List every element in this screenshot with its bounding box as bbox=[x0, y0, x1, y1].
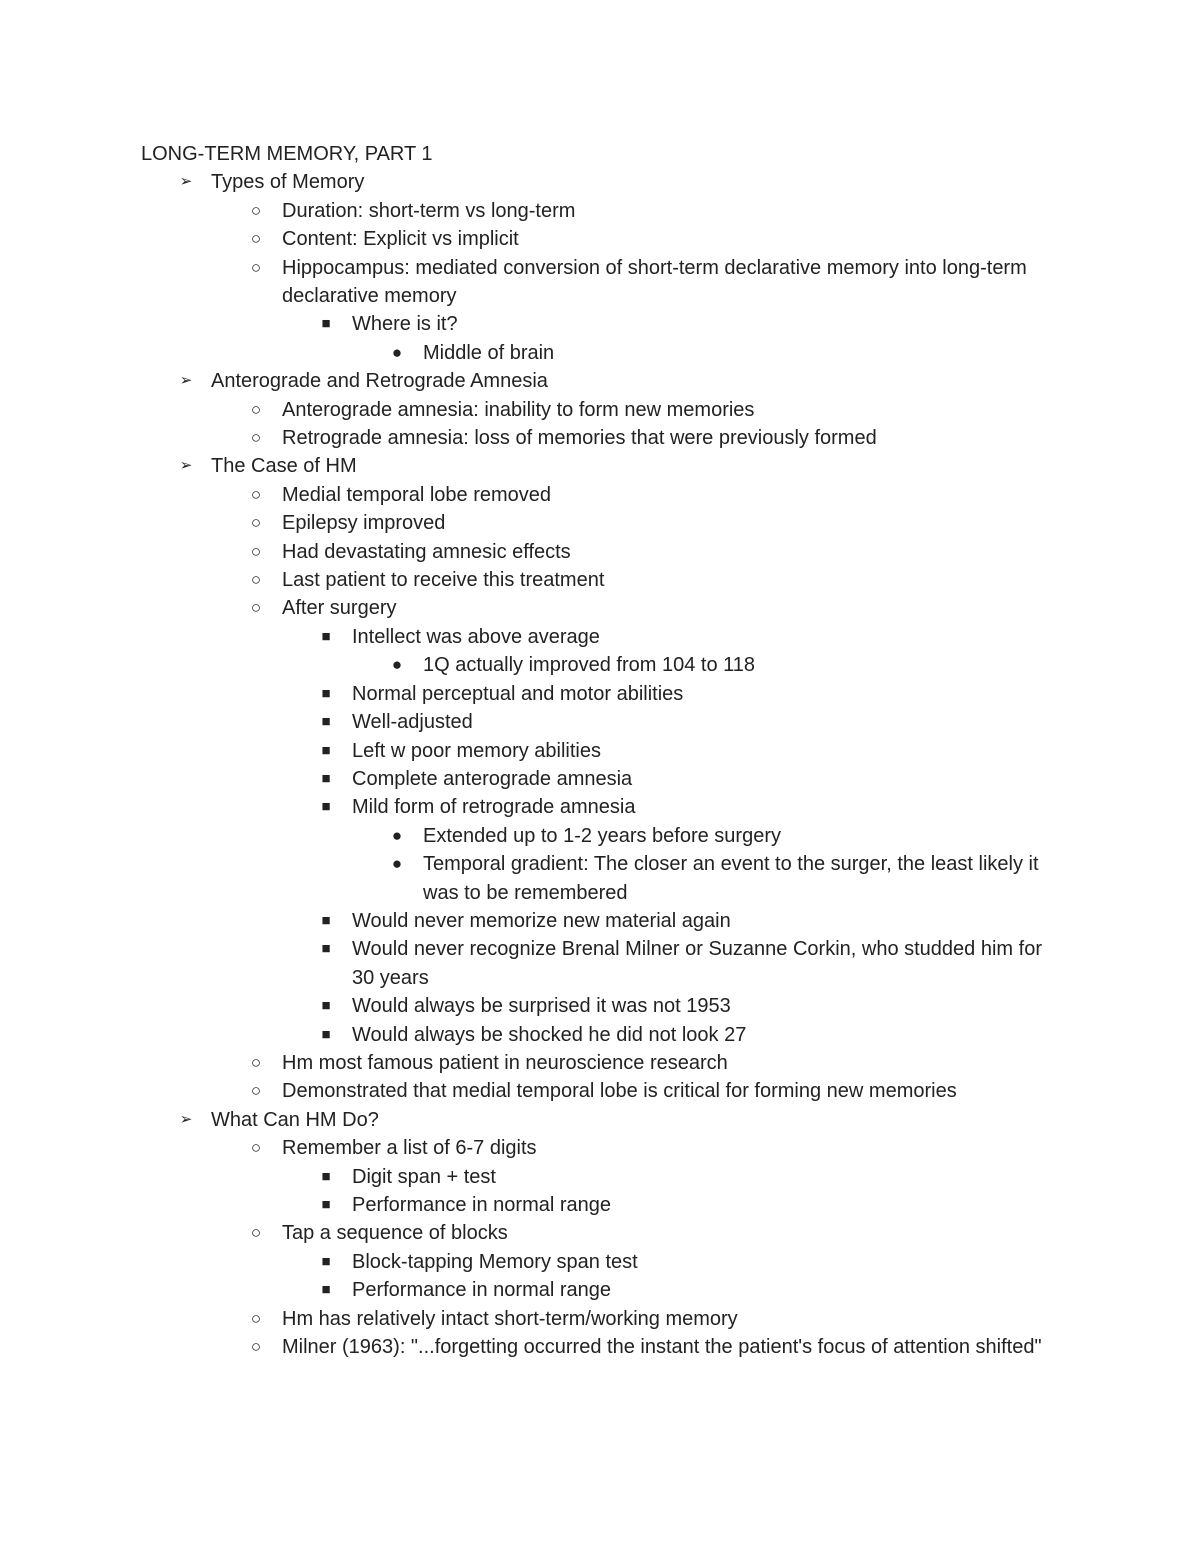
list-item-text: Last patient to receive this treatment bbox=[282, 569, 605, 592]
list-item bbox=[141, 907, 1046, 935]
list-item bbox=[141, 765, 1046, 793]
list-item-text: Medial temporal lobe removed bbox=[282, 483, 552, 506]
list-item bbox=[141, 1049, 1046, 1077]
list-item bbox=[141, 1163, 1046, 1191]
bullet-l2-icon: ○ bbox=[250, 200, 262, 220]
bullet-l2-icon: ○ bbox=[250, 1052, 262, 1072]
bullet-l2-icon: ○ bbox=[250, 1337, 262, 1357]
list-item bbox=[141, 538, 1046, 566]
bullet-l3-icon: ■ bbox=[321, 997, 331, 1015]
list-item-text: Digit span + test bbox=[352, 1165, 496, 1188]
list-item bbox=[141, 310, 1046, 338]
list-item-text: Performance in normal range bbox=[352, 1194, 612, 1217]
list-item-text: Epilepsy improved bbox=[282, 512, 446, 535]
list-item-text: Had devastating amnesic effects bbox=[282, 540, 571, 563]
list-item bbox=[141, 1276, 1046, 1304]
bullet-l3-icon: ■ bbox=[321, 798, 331, 816]
list-item bbox=[141, 225, 1046, 253]
bullet-l3-icon: ■ bbox=[321, 940, 331, 958]
list-item bbox=[141, 1134, 1046, 1162]
list-item bbox=[141, 197, 1046, 225]
list-item-text: Hm most famous patient in neuroscience research bbox=[282, 1051, 728, 1074]
bullet-l3-icon: ■ bbox=[321, 1196, 331, 1214]
bullet-l3-icon: ■ bbox=[321, 1167, 331, 1185]
bullet-l2-icon: ○ bbox=[250, 229, 262, 249]
list-item-text: Content: Explicit vs implicit bbox=[282, 228, 519, 251]
bullet-l2-icon: ○ bbox=[250, 428, 262, 448]
list-item-text: Would always be shocked he did not look 27 bbox=[352, 1023, 747, 1046]
list-item-text: Temporal gradient: The closer an event to the surger, the least likely it was to be remembered bbox=[423, 853, 1039, 904]
bullet-l2-icon: ○ bbox=[250, 598, 262, 618]
list-item-text: Mild form of retrograde amnesia bbox=[352, 796, 636, 819]
list-item bbox=[141, 793, 1046, 821]
document-page bbox=[141, 140, 1046, 1361]
list-item bbox=[141, 594, 1046, 622]
list-item bbox=[141, 623, 1046, 651]
list-item-text: Block-tapping Memory span test bbox=[352, 1250, 638, 1273]
bullet-l4-icon: ● bbox=[391, 342, 403, 362]
bullet-l2-icon: ○ bbox=[250, 484, 262, 504]
list-item bbox=[141, 1219, 1046, 1247]
list-item bbox=[141, 1333, 1046, 1361]
list-item bbox=[141, 1077, 1046, 1105]
document-title: LONG-TERM MEMORY, PART 1 bbox=[141, 143, 433, 165]
bullet-l3-icon: ■ bbox=[321, 1025, 331, 1043]
list-item-text: Left w poor memory abilities bbox=[352, 739, 601, 762]
bullet-l2-icon: ○ bbox=[250, 1308, 262, 1328]
bullet-l4-icon: ● bbox=[391, 655, 403, 675]
bullet-l2-icon: ○ bbox=[250, 1081, 262, 1101]
bullet-l3-icon: ■ bbox=[321, 684, 331, 702]
list-item bbox=[141, 935, 1046, 992]
list-item bbox=[141, 566, 1046, 594]
outline-list bbox=[141, 168, 1046, 1361]
bullet-l2-icon: ○ bbox=[250, 1138, 262, 1158]
list-item-text: Demonstrated that medial temporal lobe is critical for forming new memories bbox=[282, 1080, 957, 1103]
bullet-l3-icon: ■ bbox=[321, 1281, 331, 1299]
bullet-l3-icon: ■ bbox=[321, 627, 331, 645]
list-item bbox=[141, 168, 1046, 196]
list-item bbox=[141, 452, 1046, 480]
bullet-l2-icon: ○ bbox=[250, 399, 262, 419]
list-item bbox=[141, 680, 1046, 708]
list-item-text: Retrograde amnesia: loss of memories that were previously formed bbox=[282, 427, 877, 450]
list-item-text: Would always be surprised it was not 1953 bbox=[352, 995, 731, 1018]
bullet-l1-icon: ➢ bbox=[179, 372, 193, 390]
bullet-l3-icon: ■ bbox=[321, 769, 331, 787]
list-item-text: Hm has relatively intact short-term/working memory bbox=[282, 1307, 738, 1330]
list-item bbox=[141, 424, 1046, 452]
list-item-text: Intellect was above average bbox=[352, 625, 600, 648]
list-item-text: Remember a list of 6-7 digits bbox=[282, 1137, 537, 1160]
list-item-text: What Can HM Do? bbox=[211, 1108, 379, 1131]
list-item-text: Milner (1963): "...forgetting occurred the instant the patient's focus of attention shifted" bbox=[282, 1336, 1042, 1359]
list-item bbox=[141, 254, 1046, 311]
list-item-text: Types of Memory bbox=[211, 171, 365, 194]
list-item-text: Middle of brain bbox=[423, 341, 555, 364]
list-item bbox=[141, 992, 1046, 1020]
list-item-text: After surgery bbox=[282, 597, 397, 620]
bullet-l2-icon: ○ bbox=[250, 513, 262, 533]
list-item bbox=[141, 509, 1046, 537]
bullet-l1-icon: ➢ bbox=[179, 457, 193, 475]
bullet-l3-icon: ■ bbox=[321, 713, 331, 731]
list-item bbox=[141, 822, 1046, 850]
bullet-l1-icon: ➢ bbox=[179, 1110, 193, 1128]
list-item bbox=[141, 481, 1046, 509]
list-item-text: Normal perceptual and motor abilities bbox=[352, 682, 684, 705]
list-item bbox=[141, 1248, 1046, 1276]
list-item-text: Anterograde and Retrograde Amnesia bbox=[211, 370, 548, 393]
list-item bbox=[141, 1021, 1046, 1049]
list-item-text: 1Q actually improved from 104 to 118 bbox=[423, 654, 756, 677]
list-item-text: The Case of HM bbox=[211, 455, 357, 478]
list-item-text: Would never memorize new material again bbox=[352, 909, 731, 932]
list-item bbox=[141, 651, 1046, 679]
list-item-text: Duration: short-term vs long-term bbox=[282, 199, 576, 222]
list-item-text: Performance in normal range bbox=[352, 1279, 612, 1302]
list-item bbox=[141, 396, 1046, 424]
bullet-l3-icon: ■ bbox=[321, 315, 331, 333]
list-item bbox=[141, 1305, 1046, 1333]
list-item bbox=[141, 367, 1046, 395]
list-item-text: Extended up to 1-2 years before surgery bbox=[423, 824, 781, 847]
list-item-text: Anterograde amnesia: inability to form new memories bbox=[282, 398, 755, 421]
list-item bbox=[141, 1106, 1046, 1134]
list-item-text: Would never recognize Brenal Milner or Suzanne Corkin, who studded him for 30 years bbox=[352, 938, 1042, 989]
list-item bbox=[141, 708, 1046, 736]
bullet-l2-icon: ○ bbox=[250, 570, 262, 590]
bullet-l4-icon: ● bbox=[391, 854, 403, 874]
list-item-text: Complete anterograde amnesia bbox=[352, 767, 633, 790]
list-item-text: Where is it? bbox=[352, 313, 458, 336]
list-item-text: Hippocampus: mediated conversion of short-term declarative memory into long-term declarative memory bbox=[282, 256, 1027, 308]
list-item bbox=[141, 339, 1046, 367]
bullet-l2-icon: ○ bbox=[250, 1223, 262, 1243]
bullet-l3-icon: ■ bbox=[321, 911, 331, 929]
list-item-text: Well-adjusted bbox=[352, 711, 473, 734]
bullet-l2-icon: ○ bbox=[250, 257, 262, 277]
list-item bbox=[141, 1191, 1046, 1219]
bullet-l3-icon: ■ bbox=[321, 741, 331, 759]
bullet-l3-icon: ■ bbox=[321, 1252, 331, 1270]
list-item bbox=[141, 737, 1046, 765]
list-item-text: Tap a sequence of blocks bbox=[282, 1222, 508, 1245]
bullet-l1-icon: ➢ bbox=[179, 173, 193, 191]
list-item bbox=[141, 850, 1046, 907]
bullet-l2-icon: ○ bbox=[250, 541, 262, 561]
bullet-l4-icon: ● bbox=[391, 825, 403, 845]
